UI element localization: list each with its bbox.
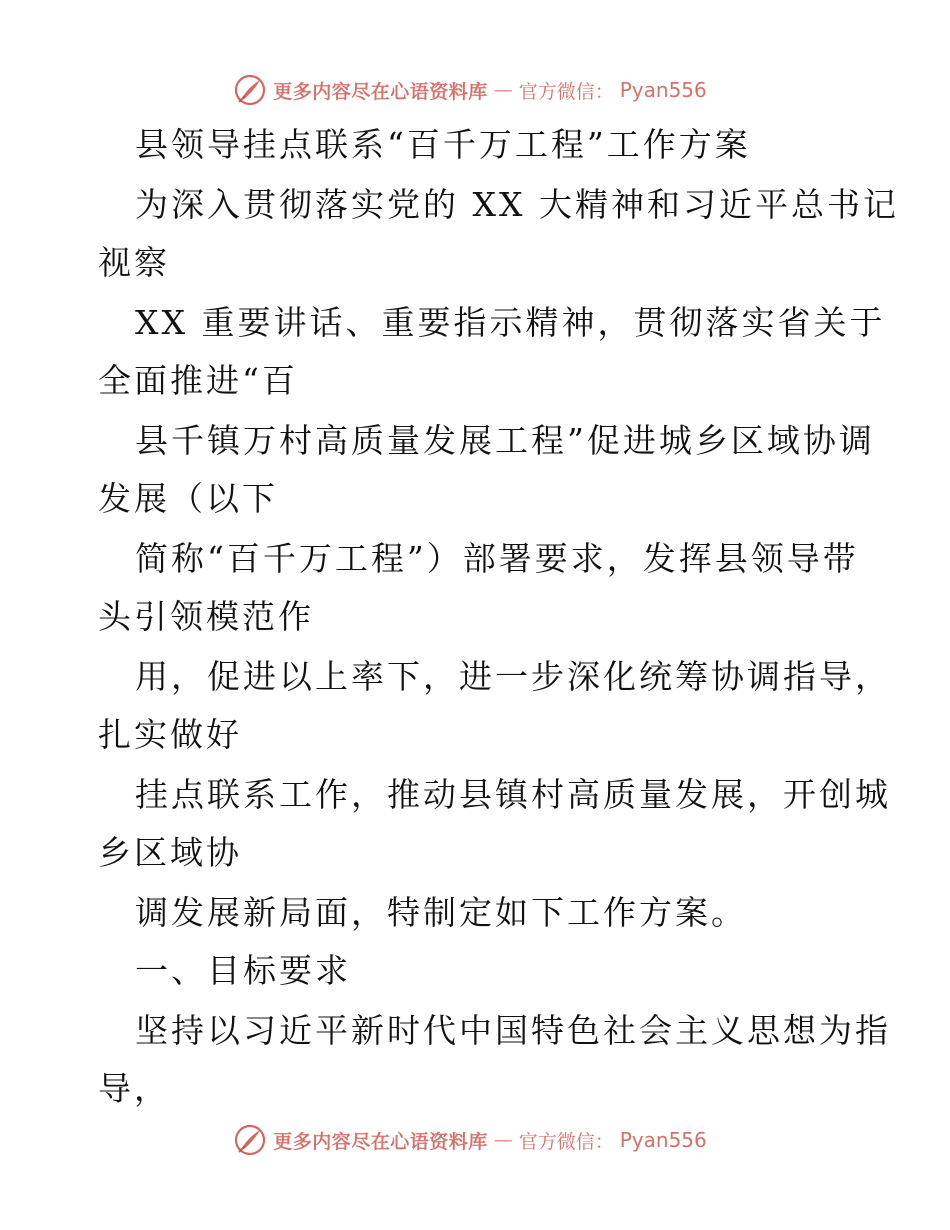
- paragraph-line: 头引领模范作: [98, 597, 314, 636]
- watermark-group: [233, 1123, 707, 1157]
- watermark-wechat-label: 官方微信：: [518, 1130, 614, 1153]
- header-watermark: [0, 70, 950, 110]
- footer-watermark: [0, 1120, 950, 1160]
- paragraph-line: 挂点联系工作，推动县镇村高质量发展，开创城: [135, 775, 891, 814]
- paragraph-line: 发展（以下: [98, 479, 278, 518]
- paragraph-line: 调发展新局面，特制定如下工作方案。: [135, 893, 747, 932]
- section-heading: 一、目标要求: [135, 951, 351, 990]
- watermark-brand: 更多内容尽在心语资料库: [273, 80, 488, 103]
- quill-pen-logo-icon: [233, 73, 267, 107]
- watermark-brand: 更多内容尽在心语资料库: [273, 1130, 488, 1153]
- watermark-wechat-label: 官方微信：: [518, 80, 614, 103]
- paragraph-line: XX 重要讲话、重要指示精神，贯彻落实省关于: [135, 303, 886, 342]
- paragraph-line: 扎实做好: [98, 715, 242, 754]
- paragraph-line: 乡区域协: [98, 833, 242, 872]
- paragraph-line: 县千镇万村高质量发展工程”促进城乡区域协调: [135, 421, 875, 460]
- watermark-separator: —: [493, 1129, 513, 1151]
- paragraph-line: 视察: [98, 243, 170, 282]
- watermark-separator: —: [493, 79, 513, 101]
- paragraph-line: 导，: [98, 1069, 170, 1108]
- watermark-group: [233, 73, 707, 107]
- watermark-wechat-id: Pyan556: [619, 78, 707, 102]
- paragraph-line: 用，促进以上率下，进一步深化统筹协调指导，: [135, 657, 891, 696]
- paragraph-line: 全面推进“百: [98, 361, 298, 400]
- quill-pen-logo-icon: [233, 1123, 267, 1157]
- document-title: 县领导挂点联系“百千万工程”工作方案: [135, 125, 751, 164]
- watermark-wechat-id: Pyan556: [619, 1128, 707, 1152]
- paragraph-line: 简称“百千万工程”）部署要求，发挥县领导带: [135, 539, 859, 578]
- paragraph-line: 为深入贯彻落实党的 XX 大精神和习近平总书记: [135, 185, 899, 224]
- paragraph-line: 坚持以习近平新时代中国特色社会主义思想为指: [135, 1011, 891, 1050]
